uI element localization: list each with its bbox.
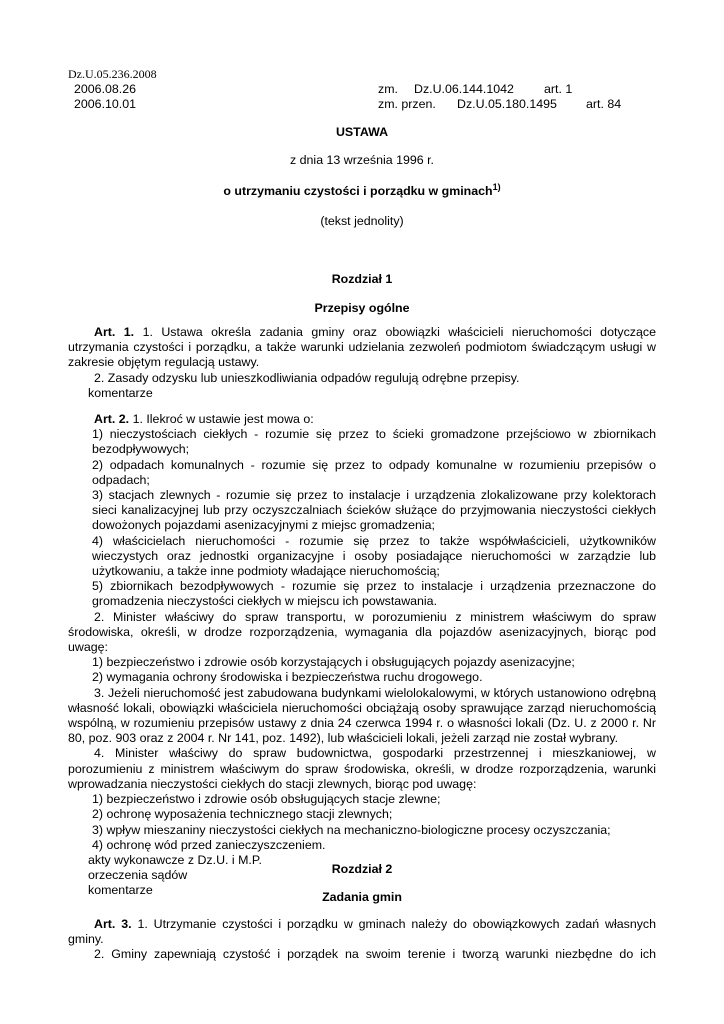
amendment-2-ref: Dz.U.05.180.1495 bbox=[457, 97, 557, 111]
consolidated-text-note: (tekst jednolity) bbox=[320, 214, 404, 228]
art-1-para-1-text: 1. Ustawa określa zadania gminy oraz obowiązki właścicieli nieruchomości dotyczące utrzymania czystości i porządku, a także warunki udzielania zezwoleń podmiotom świadczącym usługi w zakresie objętym regulacją ustawy. bbox=[68, 325, 656, 370]
amendment-2-art: art. 84 bbox=[586, 97, 622, 111]
date-1: 2006.08.26 bbox=[74, 82, 137, 96]
art-2-def-3: 3) stacjach zlewnych - rozumie się przez to instalacje i urządzenia zlokalizowane przy kolektorach sieci kanalizacyjnej lub przy oczyszczalniach ścieków służące do przyjmowania nieczystości ciekłych dowożonych pojazdami asenizacyjnymi z miejsc gromadzenia; bbox=[92, 488, 656, 533]
footnote-mark: 1) bbox=[492, 181, 501, 192]
art-1-label: Art. 1. bbox=[94, 325, 135, 339]
art-3-para-1 bbox=[68, 917, 656, 947]
art-2-rulings-link[interactable]: orzeczenia sądów bbox=[88, 868, 188, 883]
act-title bbox=[0, 181, 724, 199]
journal-reference: Dz.U.05.236.2008 bbox=[68, 67, 157, 81]
art-2-para-4-item-1: 1) bezpieczeństwo i zdrowie osób obsługujących stacje zlewne; bbox=[92, 792, 441, 807]
chapter-1-body bbox=[68, 325, 656, 899]
art-2-acts-link[interactable]: akty wykonawcze z Dz.U. i M.P. bbox=[88, 852, 262, 867]
art-3-label: Art. 3. bbox=[94, 917, 132, 931]
act-date: z dnia 13 września 1996 r. bbox=[290, 153, 434, 167]
amendment-1-type: zm. bbox=[378, 82, 398, 96]
amendment-1-art: art. 1 bbox=[544, 82, 573, 96]
chapter-1-heading: Rozdział 1 bbox=[331, 272, 393, 286]
chapter-2-body bbox=[68, 917, 656, 963]
amendment-2-type: zm. przen. bbox=[378, 97, 436, 111]
art-2-def-1: 1) nieczystościach ciekłych - rozumie się przez to ścieki gromadzone przejściowo w zbiornikach bezodpływowych; bbox=[92, 427, 656, 457]
art-2-intro-text: 1. Ilekroć w ustawie jest mowa o: bbox=[132, 412, 314, 427]
art-2-para-4-item-3: 3) wpływ mieszaniny nieczystości ciekłych na mechaniczno-biologiczne procesy oczyszczania; bbox=[92, 822, 611, 837]
art-2-para-2-item-1: 1) bezpieczeństwo i zdrowie osób korzystających i obsługujących pojazdy asenizacyjne; bbox=[92, 655, 575, 670]
art-2-para-2: 2. Minister właściwy do spraw transportu, w porozumieniu z ministrem właściwym do spraw środowiska, określi, w drodze rozporządzenia, wymagania dla pojazdów asenizacyjnych, biorąc pod uwagę: bbox=[68, 609, 656, 655]
art-2-def-4: 4) właścicielach nieruchomości - rozumie się przez to także współwłaścicieli, użytkowników wieczystych oraz jednostki organizacyjne i osoby posiadające nieruchomości w zarządzie lub użytkowaniu, a także inne podmioty władające nieruchomością; bbox=[92, 533, 656, 579]
art-2-para-4: 4. Minister właściwy do spraw budownictwa, gospodarki przestrzennej i mieszkaniowej, w porozumieniu z ministrem właściwym do spraw środowiska, określi, w drodze rozporządzenia, warunki wprowadzania nieczystości ciekłych do stacji zlewnych, biorąc pod uwagę: bbox=[68, 746, 656, 791]
art-2-para-4-item-4: 4) ochronę wód przed zanieczyszczeniem. bbox=[92, 837, 326, 852]
art-2-para-2-item-2: 2) wymagania ochrony środowiska i bezpieczeństwa ruchu drogowego. bbox=[92, 670, 483, 685]
art-3-para-1-text: 1. Utrzymanie czystości i porządku w gminach należy do obowiązkowych zadań własnych gminy. bbox=[68, 917, 656, 947]
spacer bbox=[68, 401, 656, 412]
act-title-text: o utrzymaniu czystości i porządku w gminach bbox=[223, 184, 493, 198]
art-2-para-4-item-2: 2) ochronę wyposażenia technicznego stacji zlewnych; bbox=[92, 807, 393, 822]
art-1-para-2: 2. Zasady odzysku lub unieszkodliwiania odpadów regulują odrębne przepisy. bbox=[94, 370, 520, 385]
chapter-2-subheading: Zadania gmin bbox=[322, 890, 402, 904]
doc-type-heading: USTAWA bbox=[335, 125, 389, 139]
art-2-label: Art. 2. bbox=[94, 412, 130, 427]
art-2-def-5: 5) zbiornikach bezodpływowych - rozumie się przez to instalacje i urządzenia przeznaczone do gromadzenia nieczystości ciekłych w miejscu ich powstawania. bbox=[92, 579, 656, 609]
art-2-intro bbox=[68, 412, 656, 427]
chapter-1-subheading: Przepisy ogólne bbox=[314, 301, 410, 315]
art-2-comments-link[interactable]: komentarze bbox=[88, 883, 153, 898]
art-2-def-2: 2) odpadach komunalnych - rozumie się przez to odpady komunalne w rozumieniu przepisów o odpadach; bbox=[92, 457, 656, 487]
amendment-1-ref: Dz.U.06.144.1042 bbox=[414, 82, 514, 96]
art-1-comments-link[interactable]: komentarze bbox=[88, 385, 153, 400]
art-2-para-3: 3. Jeżeli nieruchomość jest zabudowana budynkami wielolokalowymi, w których ustanowiono odrębną własność lokali, obowiązki właściciela nieruchomości obciążają osoby sprawujące zarząd nieruchomością wspólną, w rozumieniu przepisów ustawy z dnia 24 czerwca 1994 r. o własności lokali (Dz. U. z 2000 r. Nr 80, poz. 903 oraz z 2004 r. Nr 141, poz. 1492), lub właścicieli lokali, jeżeli zarząd nie został wybrany. bbox=[68, 685, 656, 746]
art-3-para-2: 2. Gminy zapewniają czystość i porządek na swoim terenie i tworzą warunki niezbędne do ich bbox=[94, 947, 656, 962]
date-2: 2006.10.01 bbox=[74, 97, 137, 111]
art-1-para-1 bbox=[68, 325, 656, 371]
chapter-2-heading: Rozdział 2 bbox=[331, 862, 393, 876]
